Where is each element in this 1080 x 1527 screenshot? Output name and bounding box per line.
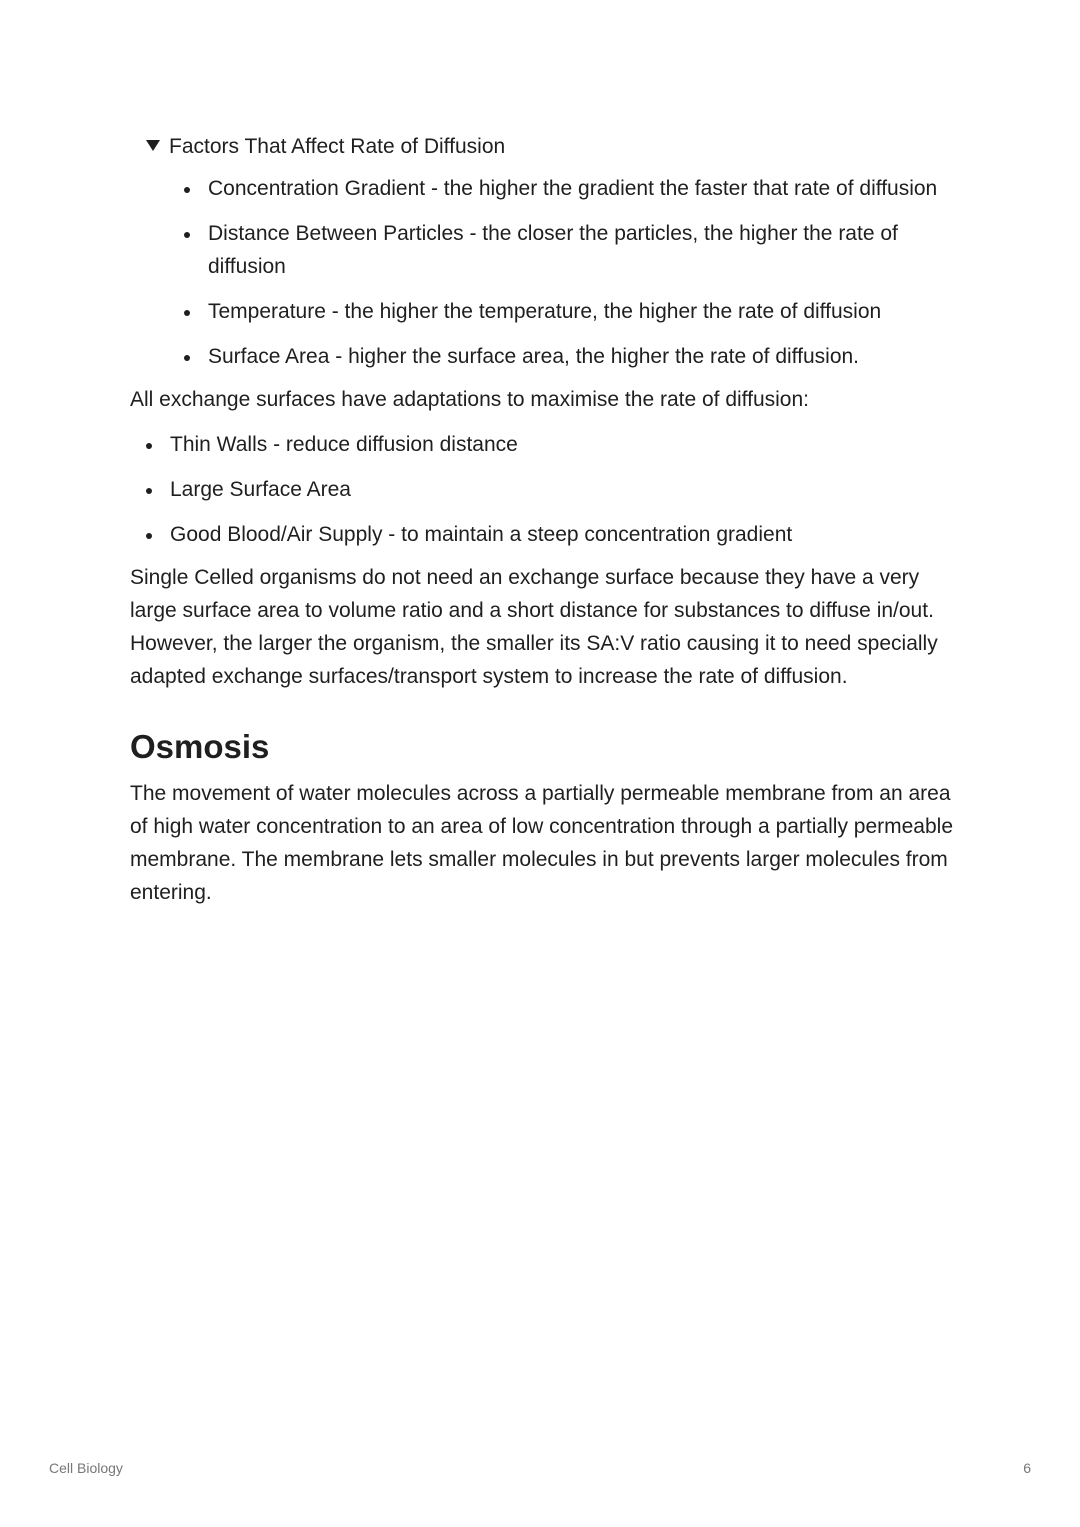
bullet-icon <box>184 310 190 316</box>
bullet-icon <box>184 232 190 238</box>
list-item <box>208 295 960 328</box>
bullet-icon <box>146 533 152 539</box>
list-item <box>208 217 960 283</box>
list-item-text: Thin Walls - reduce diffusion distance <box>170 433 518 456</box>
list-item-text: Temperature - the higher the temperature, the higher the rate of diffusion <box>208 300 882 323</box>
osmosis-heading: Osmosis <box>130 728 270 765</box>
list-item-text: Surface Area - higher the surface area, the higher the rate of diffusion. <box>208 345 860 368</box>
list-item-text: Concentration Gradient - the higher the gradient the faster that rate of diffusion <box>208 177 938 200</box>
toggle-title: Factors That Affect Rate of Diffusion <box>169 135 506 158</box>
adaptations-intro: All exchange surfaces have adaptations to maximise the rate of diffusion: <box>130 388 810 411</box>
bullet-icon <box>184 187 190 193</box>
bullet-icon <box>184 355 190 361</box>
list-item-text: Distance Between Particles - the closer the particles, the higher the rate of diffusion <box>208 222 898 278</box>
list-item <box>208 172 960 205</box>
list-item <box>170 473 960 506</box>
bullet-icon <box>146 488 152 494</box>
list-item <box>208 340 960 373</box>
list-item <box>170 518 960 551</box>
bullet-icon <box>146 443 152 449</box>
osmosis-paragraph: The movement of water molecules across a partially permeable membrane from an area of high water concentration to an area of low concentration through a partially permeable membrane. The membrane lets smaller molecules in but prevents larger molecules from entering. <box>130 782 953 904</box>
page-content <box>130 128 960 909</box>
toggle-triangle-icon[interactable] <box>146 140 160 151</box>
page-number: 6 <box>1023 1460 1031 1476</box>
adaptations-list <box>170 428 960 551</box>
factors-toggle[interactable] <box>146 128 960 164</box>
list-item-text: Good Blood/Air Supply - to maintain a steep concentration gradient <box>170 523 793 546</box>
list-item <box>170 428 960 461</box>
single-celled-paragraph: Single Celled organisms do not need an exchange surface because they have a very large surface area to volume ratio and a short distance for substances to diffuse in/out. However, the larger the organism, the smaller its SA:V ratio causing it to need specially adapted exchange surfaces/transport system to increase the rate of diffusion. <box>130 566 938 688</box>
factors-list <box>208 172 960 373</box>
list-item-text: Large Surface Area <box>170 478 351 501</box>
footer-section-title: Cell Biology <box>49 1460 123 1476</box>
